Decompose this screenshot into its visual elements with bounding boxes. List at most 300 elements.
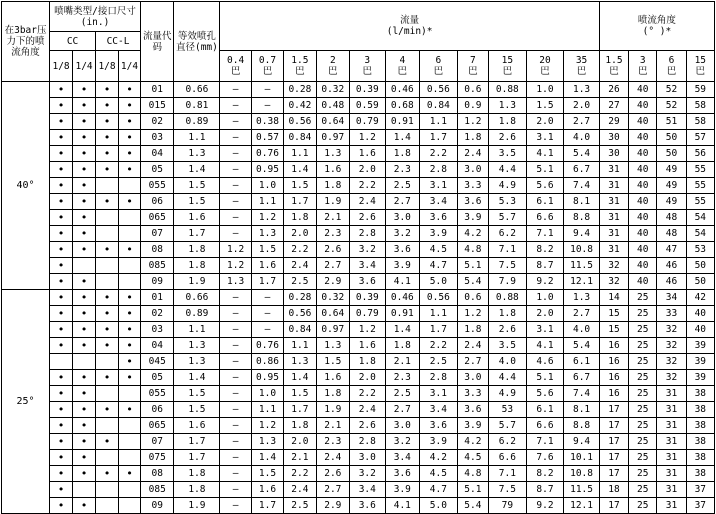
flow-rate-cell: – (220, 354, 251, 370)
flow-rate-cell: 10.8 (564, 242, 600, 258)
flow-code-cell: 05 (141, 370, 174, 386)
spray-angle-cell: 16 (599, 370, 628, 386)
flow-rate-cell: 0.91 (385, 306, 419, 322)
flow-rate-cell: 3.5 (489, 146, 527, 162)
header-flow-pressure: 2 巴 (316, 51, 349, 82)
table-row (2, 274, 715, 290)
availability-dot: • (96, 82, 119, 98)
flow-rate-cell: 4.6 (526, 354, 564, 370)
flow-rate-cell: 2.8 (420, 162, 458, 178)
spray-angle-cell: 30 (599, 146, 628, 162)
table-row (2, 498, 715, 514)
flow-rate-cell: 5.4 (564, 338, 600, 354)
flow-rate-cell: – (251, 290, 283, 306)
flow-rate-cell: 0.48 (316, 98, 349, 114)
availability-dot (96, 450, 119, 466)
flow-rate-cell: 2.5 (420, 354, 458, 370)
flow-rate-cell: – (220, 290, 251, 306)
availability-dot (119, 450, 141, 466)
spray-angle-cell: 25 (629, 450, 657, 466)
flow-rate-cell: 1.8 (457, 322, 488, 338)
spray-angle-cell: 17 (599, 466, 628, 482)
flow-rate-cell: – (220, 130, 251, 146)
header-angle-at-3bar: 在3bar压力下的喷流角度 (2, 2, 50, 82)
flow-rate-cell: – (220, 498, 251, 514)
flow-rate-cell: 3.4 (350, 482, 386, 498)
flow-rate-cell: 4.1 (385, 498, 419, 514)
flow-rate-cell: 2.5 (385, 178, 419, 194)
availability-dot (73, 258, 96, 274)
spray-angle-cell: 49 (657, 178, 686, 194)
flow-rate-cell: 3.3 (457, 178, 488, 194)
flow-rate-cell: 0.56 (420, 290, 458, 306)
flow-rate-cell: 1.7 (251, 274, 283, 290)
flow-code-cell: 03 (141, 322, 174, 338)
flow-rate-cell: 10.1 (564, 450, 600, 466)
spray-angle-cell: 47 (657, 242, 686, 258)
flow-rate-cell: 3.9 (420, 226, 458, 242)
availability-dot: • (73, 466, 96, 482)
flow-rate-cell: 1.8 (385, 338, 419, 354)
flow-rate-cell: 6.6 (489, 450, 527, 466)
flow-rate-cell: 5.4 (564, 146, 600, 162)
availability-dot: • (50, 162, 73, 178)
availability-dot: • (96, 146, 119, 162)
header-size: 1/4 (119, 51, 141, 82)
flow-rate-cell: 2.4 (457, 146, 488, 162)
flow-rate-cell: 3.2 (385, 434, 419, 450)
table-body (2, 82, 715, 514)
flow-rate-cell: 4.9 (489, 386, 527, 402)
availability-dot: • (50, 402, 73, 418)
flow-rate-cell: 3.6 (385, 242, 419, 258)
spray-angle-cell: 25 (629, 482, 657, 498)
flow-rate-cell: 2.4 (284, 482, 316, 498)
flow-rate-cell: – (220, 434, 251, 450)
flow-rate-cell: 1.8 (284, 210, 316, 226)
header-flow-pressure: 6 巴 (420, 51, 458, 82)
spray-angle-cell: 31 (657, 482, 686, 498)
availability-dot: • (119, 354, 141, 370)
availability-dot: • (119, 162, 141, 178)
orifice-diameter-cell: 1.5 (174, 386, 220, 402)
flow-rate-cell: 2.6 (489, 130, 527, 146)
flow-rate-cell: 8.8 (564, 418, 600, 434)
spray-angle-cell: 17 (599, 418, 628, 434)
flow-rate-cell: 8.7 (526, 258, 564, 274)
flow-code-cell: 055 (141, 386, 174, 402)
orifice-diameter-cell: 1.3 (174, 146, 220, 162)
flow-code-cell: 065 (141, 418, 174, 434)
spray-angle-cell: 40 (629, 194, 657, 210)
flow-rate-cell: 0.28 (284, 290, 316, 306)
availability-dot: • (73, 162, 96, 178)
flow-rate-cell: 6.7 (564, 370, 600, 386)
flow-rate-cell: – (220, 402, 251, 418)
availability-dot (119, 482, 141, 498)
availability-dot (119, 178, 141, 194)
availability-dot: • (50, 306, 73, 322)
availability-dot: • (73, 242, 96, 258)
flow-rate-cell: – (220, 338, 251, 354)
availability-dot: • (50, 370, 73, 386)
flow-rate-cell: 6.2 (489, 434, 527, 450)
availability-dot (96, 498, 119, 514)
flow-rate-cell: 2.0 (564, 98, 600, 114)
availability-dot: • (96, 130, 119, 146)
flow-rate-cell: 7.4 (564, 178, 600, 194)
flow-rate-cell: 4.5 (420, 242, 458, 258)
flow-rate-cell: 1.4 (385, 130, 419, 146)
availability-dot: • (73, 274, 96, 290)
flow-rate-cell: 1.7 (251, 498, 283, 514)
availability-dot: • (96, 242, 119, 258)
flow-rate-cell: 3.4 (385, 450, 419, 466)
flow-rate-cell: 3.4 (420, 402, 458, 418)
table-row (2, 370, 715, 386)
availability-dot: • (50, 258, 73, 274)
availability-dot: • (73, 322, 96, 338)
flow-rate-cell: 2.2 (284, 242, 316, 258)
availability-dot: • (73, 178, 96, 194)
flow-rate-cell: – (220, 178, 251, 194)
header-nozzle-type: 喷嘴类型/接口尺寸(in.) (50, 2, 141, 32)
orifice-diameter-cell: 0.89 (174, 306, 220, 322)
availability-dot (96, 210, 119, 226)
flow-rate-cell: 4.0 (564, 130, 600, 146)
spray-angle-cell: 42 (686, 290, 714, 306)
flow-rate-cell: 2.5 (385, 386, 419, 402)
orifice-diameter-cell: 0.66 (174, 82, 220, 98)
flow-code-cell: 06 (141, 194, 174, 210)
flow-rate-cell: – (220, 306, 251, 322)
availability-dot: • (73, 498, 96, 514)
flow-rate-cell: 0.97 (316, 322, 349, 338)
spray-angle-cell: 17 (599, 434, 628, 450)
flow-rate-cell: 0.38 (251, 114, 283, 130)
availability-dot: • (73, 306, 96, 322)
flow-rate-cell: 2.3 (385, 370, 419, 386)
availability-dot (119, 274, 141, 290)
flow-rate-cell: 12.1 (564, 274, 600, 290)
header-angle-pressure: 3 巴 (629, 51, 657, 82)
flow-rate-cell: 1.8 (284, 418, 316, 434)
flow-rate-cell: 3.4 (420, 194, 458, 210)
availability-dot: • (50, 82, 73, 98)
flow-rate-cell: 1.3 (564, 82, 600, 98)
flow-rate-cell: 1.0 (251, 386, 283, 402)
header-flow-pressure: 20 巴 (526, 51, 564, 82)
flow-rate-cell: 3.6 (350, 274, 386, 290)
spray-angle-cell: 58 (686, 98, 714, 114)
flow-rate-cell: 0.95 (251, 370, 283, 386)
table-row (2, 82, 715, 98)
flow-rate-cell: 0.6 (457, 290, 488, 306)
spray-angle-cell: 31 (657, 434, 686, 450)
availability-dot: • (50, 450, 73, 466)
availability-dot: • (50, 98, 73, 114)
table-row (2, 210, 715, 226)
flow-rate-cell: 0.28 (284, 82, 316, 98)
flow-code-cell: 01 (141, 290, 174, 306)
availability-dot: • (50, 194, 73, 210)
availability-dot: • (50, 322, 73, 338)
flow-rate-cell: 5.0 (420, 274, 458, 290)
flow-rate-cell: 2.2 (284, 466, 316, 482)
flow-rate-cell: – (220, 482, 251, 498)
flow-rate-cell: – (220, 194, 251, 210)
flow-rate-cell: – (220, 418, 251, 434)
spray-angle-cell: 31 (657, 498, 686, 514)
spray-angle-cell: 32 (599, 274, 628, 290)
spray-angle-cell: 39 (686, 370, 714, 386)
flow-rate-cell: 0.32 (316, 290, 349, 306)
flow-rate-cell: 6.6 (526, 418, 564, 434)
flow-rate-cell: 0.56 (284, 114, 316, 130)
flow-rate-cell: 2.7 (385, 402, 419, 418)
orifice-diameter-cell: 1.4 (174, 162, 220, 178)
flow-rate-cell: 11.5 (564, 482, 600, 498)
flow-rate-cell: 1.5 (526, 98, 564, 114)
spray-angle-cell: 56 (686, 146, 714, 162)
flow-rate-cell: 11.5 (564, 258, 600, 274)
flow-rate-cell: 1.1 (284, 338, 316, 354)
availability-dot (119, 498, 141, 514)
availability-dot (119, 434, 141, 450)
flow-rate-cell: 7.9 (489, 274, 527, 290)
flow-rate-cell: 0.86 (251, 354, 283, 370)
flow-rate-cell: 1.7 (284, 194, 316, 210)
flow-rate-cell: 1.2 (457, 306, 488, 322)
flow-rate-cell: 1.2 (251, 418, 283, 434)
flow-rate-cell: – (220, 386, 251, 402)
flow-rate-cell: 5.7 (489, 418, 527, 434)
orifice-diameter-cell: 1.1 (174, 322, 220, 338)
availability-dot (96, 258, 119, 274)
flow-rate-cell: 4.8 (457, 466, 488, 482)
spray-angle-cell: 38 (686, 434, 714, 450)
spray-angle-cell: 33 (657, 306, 686, 322)
availability-dot (96, 274, 119, 290)
table-row (2, 354, 715, 370)
orifice-diameter-cell: 1.8 (174, 466, 220, 482)
flow-rate-cell: 1.3 (284, 354, 316, 370)
flow-rate-cell: 2.4 (316, 450, 349, 466)
table-row (2, 98, 715, 114)
flow-rate-cell: 8.1 (564, 194, 600, 210)
spray-angle-cell: 25 (629, 338, 657, 354)
header-size: 1/8 (50, 51, 73, 82)
flow-rate-cell: 8.7 (526, 482, 564, 498)
flow-rate-cell: 4.5 (420, 466, 458, 482)
spray-angle-group: 25° (2, 290, 50, 514)
flow-rate-cell: – (220, 226, 251, 242)
availability-dot: • (73, 146, 96, 162)
flow-rate-cell: 0.46 (385, 290, 419, 306)
spray-angle-cell: 17 (599, 402, 628, 418)
flow-rate-cell: 1.2 (220, 242, 251, 258)
availability-dot: • (73, 226, 96, 242)
availability-dot: • (50, 386, 73, 402)
flow-rate-cell: 3.0 (457, 370, 488, 386)
flow-rate-cell: 8.8 (564, 210, 600, 226)
orifice-diameter-cell: 1.3 (174, 354, 220, 370)
availability-dot: • (50, 466, 73, 482)
flow-rate-cell: 53 (489, 402, 527, 418)
availability-dot: • (50, 242, 73, 258)
availability-dot (50, 354, 73, 370)
availability-dot: • (73, 82, 96, 98)
spray-angle-cell: 55 (686, 178, 714, 194)
availability-dot: • (96, 338, 119, 354)
orifice-diameter-cell: 0.66 (174, 290, 220, 306)
flow-rate-cell: 1.6 (316, 162, 349, 178)
availability-dot: • (96, 162, 119, 178)
spray-angle-cell: 40 (629, 226, 657, 242)
availability-dot: • (50, 418, 73, 434)
spray-angle-cell: 39 (686, 354, 714, 370)
flow-rate-cell: 2.3 (316, 226, 349, 242)
orifice-diameter-cell: 1.8 (174, 258, 220, 274)
flow-rate-cell: 1.5 (316, 354, 349, 370)
flow-rate-cell: 2.0 (350, 370, 386, 386)
flow-rate-cell: – (220, 210, 251, 226)
spray-angle-cell: 25 (629, 466, 657, 482)
flow-rate-cell: 0.95 (251, 162, 283, 178)
flow-rate-cell: 0.88 (489, 82, 527, 98)
flow-rate-cell: – (220, 322, 251, 338)
spray-angle-cell: 34 (657, 290, 686, 306)
availability-dot: • (96, 194, 119, 210)
spray-angle-cell: 16 (599, 386, 628, 402)
header-flow-pressure: 7 巴 (457, 51, 488, 82)
flow-rate-cell: 8.2 (526, 242, 564, 258)
flow-rate-cell: 1.6 (251, 258, 283, 274)
table-row (2, 466, 715, 482)
flow-rate-cell: 5.1 (526, 162, 564, 178)
flow-rate-cell: 2.7 (316, 482, 349, 498)
flow-rate-cell: 6.1 (526, 194, 564, 210)
flow-rate-cell: 5.1 (526, 370, 564, 386)
flow-rate-cell: 3.9 (385, 258, 419, 274)
flow-rate-cell: 0.56 (420, 82, 458, 98)
availability-dot: • (50, 290, 73, 306)
flow-rate-cell: – (220, 82, 251, 98)
flow-rate-cell: 2.3 (316, 434, 349, 450)
flow-rate-cell: 2.4 (350, 402, 386, 418)
flow-rate-cell: 3.2 (350, 242, 386, 258)
header-flow-pressure: 4 巴 (385, 51, 419, 82)
availability-dot: • (119, 370, 141, 386)
availability-dot: • (73, 402, 96, 418)
flow-rate-cell: 6.6 (526, 210, 564, 226)
table-row (2, 162, 715, 178)
flow-rate-cell: 3.6 (420, 210, 458, 226)
availability-dot: • (96, 466, 119, 482)
availability-dot: • (50, 482, 73, 498)
flow-rate-cell: 2.1 (316, 210, 349, 226)
flow-rate-cell: 1.9 (316, 194, 349, 210)
flow-code-cell: 085 (141, 482, 174, 498)
flow-rate-cell: 7.4 (564, 386, 600, 402)
flow-rate-cell: 3.0 (385, 210, 419, 226)
table-row (2, 386, 715, 402)
flow-rate-cell: – (251, 322, 283, 338)
flow-code-cell: 07 (141, 434, 174, 450)
flow-rate-cell: 2.8 (350, 226, 386, 242)
orifice-diameter-cell: 1.7 (174, 450, 220, 466)
flow-rate-cell: 1.6 (316, 370, 349, 386)
flow-rate-cell: 1.2 (457, 114, 488, 130)
availability-dot: • (73, 338, 96, 354)
orifice-diameter-cell: 0.89 (174, 114, 220, 130)
spray-angle-cell: 37 (686, 482, 714, 498)
flow-rate-cell: – (220, 370, 251, 386)
flow-rate-cell: 3.9 (457, 210, 488, 226)
flow-rate-cell: – (251, 82, 283, 98)
flow-rate-cell: 5.1 (457, 258, 488, 274)
flow-rate-cell: 1.3 (251, 226, 283, 242)
header-flow-pressure: 0.4 巴 (220, 51, 251, 82)
flow-rate-cell: 1.3 (489, 98, 527, 114)
table-row (2, 418, 715, 434)
spray-angle-cell: 18 (599, 482, 628, 498)
availability-dot: • (50, 114, 73, 130)
flow-rate-cell: 1.2 (251, 210, 283, 226)
spray-angle-cell: 51 (657, 114, 686, 130)
flow-rate-cell: 3.0 (457, 162, 488, 178)
flow-rate-cell: 2.7 (385, 194, 419, 210)
availability-dot: • (50, 434, 73, 450)
flow-rate-cell: 0.56 (284, 306, 316, 322)
flow-rate-cell: – (220, 466, 251, 482)
flow-rate-cell: 0.84 (420, 98, 458, 114)
flow-rate-cell: 6.1 (526, 402, 564, 418)
flow-code-cell: 03 (141, 130, 174, 146)
availability-dot: • (73, 210, 96, 226)
flow-rate-cell: 3.9 (420, 434, 458, 450)
orifice-diameter-cell: 1.9 (174, 498, 220, 514)
flow-rate-cell: 1.3 (251, 434, 283, 450)
spray-angle-cell: 40 (629, 146, 657, 162)
header-angle-pressure: 1.5 巴 (599, 51, 628, 82)
header-flow-pressure: 1.5 巴 (284, 51, 316, 82)
spray-angle-cell: 25 (629, 434, 657, 450)
flow-code-cell: 085 (141, 258, 174, 274)
header-angle-pressure: 6 巴 (657, 51, 686, 82)
spray-angle-cell: 54 (686, 226, 714, 242)
table-row (2, 194, 715, 210)
flow-rate-cell: 1.5 (284, 386, 316, 402)
availability-dot: • (73, 130, 96, 146)
availability-dot: • (119, 82, 141, 98)
flow-rate-cell: 9.2 (526, 498, 564, 514)
flow-rate-cell: 2.0 (526, 306, 564, 322)
flow-rate-cell: 1.4 (385, 322, 419, 338)
flow-rate-cell: 4.0 (489, 354, 527, 370)
flow-rate-cell: 1.9 (316, 402, 349, 418)
header-flow-pressure: 0.7 巴 (251, 51, 283, 82)
header-flow-code: 流量代码 (141, 2, 174, 82)
flow-rate-cell: 2.8 (420, 370, 458, 386)
flow-rate-cell: 3.9 (457, 418, 488, 434)
flow-rate-cell: 4.4 (489, 370, 527, 386)
spray-angle-cell: 50 (686, 274, 714, 290)
orifice-diameter-cell: 1.7 (174, 434, 220, 450)
availability-dot (119, 226, 141, 242)
spray-angle-cell: 31 (599, 226, 628, 242)
flow-rate-cell: 2.9 (316, 498, 349, 514)
